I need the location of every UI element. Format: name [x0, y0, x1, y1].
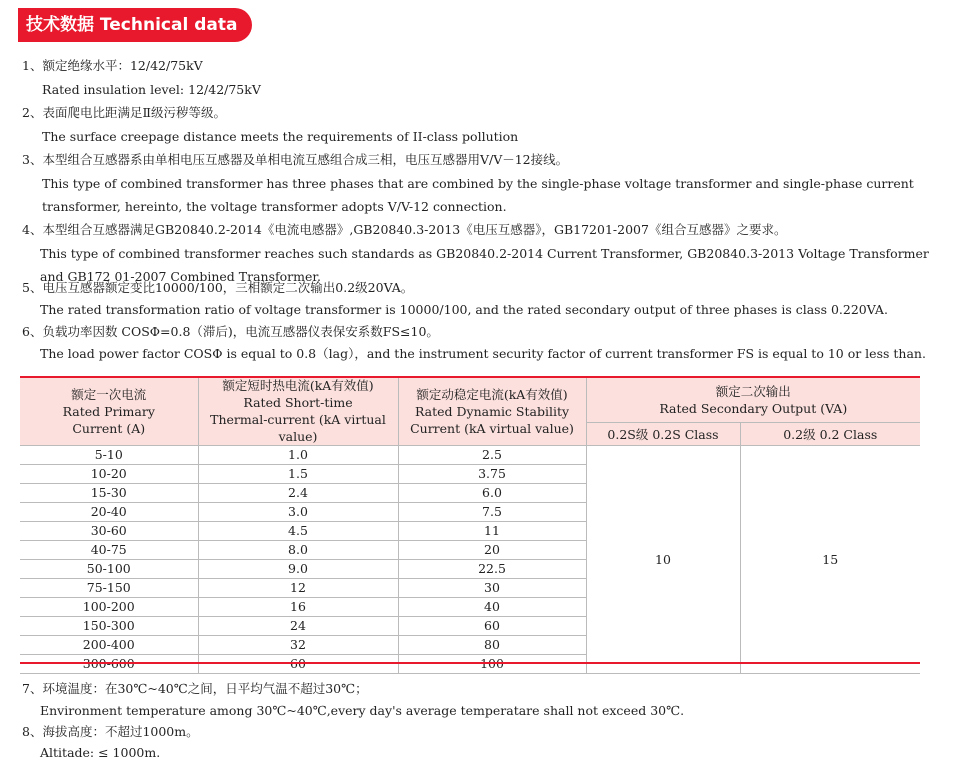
header-dynamic-current-en1: Rated Dynamic Stability	[414, 403, 570, 419]
item-5-cn: 5、电压互感器额定变比10000/100，三相额定二次输出0.2级20VA。	[22, 280, 414, 295]
header-primary-current-en1: Rated Primary	[62, 403, 155, 419]
cell-primary-current: 5-10	[20, 446, 198, 465]
item-3-en: This type of combined transformer has three phases that are combined by the single-phase voltage transformer and single-phase current transformer, hereinto, the voltage transformer adopts V/V-12 connection.	[42, 176, 914, 214]
header-class-02: 0.2级 0.2 Class	[740, 423, 920, 446]
cell-thermal-current: 4.5	[198, 522, 398, 541]
cell-primary-current: 15-30	[20, 484, 198, 503]
cell-thermal-current: 8.0	[198, 541, 398, 560]
header-dynamic-current	[398, 377, 586, 446]
technical-data-table	[20, 377, 920, 674]
item-7-en: Environment temperature among 30℃~40℃,every day's average temperatare shall not exceed 30℃.	[40, 703, 685, 718]
table-bottom-rule	[20, 662, 920, 664]
item-2-en: The surface creepage distance meets the requirements of II-class pollution	[42, 129, 519, 144]
item-7-cn: 7、环境温度：在30℃~40℃之间，日平均气温不超过30℃；	[22, 681, 368, 696]
cell-dynamic-current: 30	[398, 579, 586, 598]
cell-thermal-current: 1.5	[198, 465, 398, 484]
header-primary-current-cn: 额定一次电流	[71, 386, 147, 402]
header-primary-current	[20, 377, 198, 446]
header-secondary-output-en: Rated Secondary Output (VA)	[659, 400, 848, 416]
table-top-rule	[20, 376, 920, 378]
cell-dynamic-current: 80	[398, 636, 586, 655]
cell-primary-current: 50-100	[20, 560, 198, 579]
cell-output-02s: 10	[586, 446, 740, 674]
item-4-en: This type of combined transformer reaches such standards as GB20840.2-2014 Current Transformer, GB20840.3-2013 Voltage Transformer and GB172 01-2007 Combined Transformer.	[40, 246, 929, 284]
cell-primary-current: 20-40	[20, 503, 198, 522]
header-thermal-current-en1: Rated Short-time	[243, 395, 353, 410]
cell-primary-current	[20, 655, 198, 674]
cell-primary-current: 30-60	[20, 522, 198, 541]
cell-primary-current: 150-300	[20, 617, 198, 636]
table-row	[20, 446, 920, 465]
cell-dynamic-current: 3.75	[398, 465, 586, 484]
item-8-cn: 8、海拔高度：不超过1000m。	[22, 724, 199, 739]
cell-dynamic-current: 20	[398, 541, 586, 560]
item-6-en: The load power factor COSΦ is equal to 0.8（lag），and the instrument security factor of current transformer FS is equal to 10 or less than.	[40, 346, 926, 361]
item-6-cn: 6、负载功率因数 COSΦ=0.8（滞后)，电流互感器仪表保安系数FS≤10。	[22, 324, 439, 339]
cell-primary-current: 40-75	[20, 541, 198, 560]
section-title: 技术数据 Technical data	[18, 8, 252, 42]
cell-thermal-current: 12	[198, 579, 398, 598]
cell-thermal-current: 9.0	[198, 560, 398, 579]
item-2-cn: 2、表面爬电比距满足Ⅱ级污秽等级。	[22, 105, 226, 120]
header-primary-current-en2: Current (A)	[72, 420, 146, 436]
cell-primary-current: 200-400	[20, 636, 198, 655]
cell-dynamic-current: 11	[398, 522, 586, 541]
cell-dynamic-current: 60	[398, 617, 586, 636]
header-dynamic-current-en2: Current (kA virtual value)	[410, 420, 574, 436]
cell-output-02: 15	[740, 446, 920, 674]
cell-thermal-current: 3.0	[198, 503, 398, 522]
cell-dynamic-current: 6.0	[398, 484, 586, 503]
item-5-en: The rated transformation ratio of voltage transformer is 10000/100, and the rated secondary output of three phases is class 0.220VA.	[40, 302, 888, 317]
header-class-02s: 0.2S级 0.2S Class	[586, 423, 740, 446]
item-1-en: Rated insulation level: 12/42/75kV	[42, 82, 261, 97]
header-thermal-current-en2: Thermal-current (kA virtual value)	[210, 412, 386, 444]
item-1-cn: 1、额定绝缘水平：12/42/75kV	[22, 58, 203, 73]
item-4-cn: 4、本型组合互感器满足GB20840.2-2014《电流电感器》,GB20840.3-2013《电压互感器》，GB17201-2007《组合互感器》之要求。	[22, 222, 787, 237]
cell-thermal-current: 16	[198, 598, 398, 617]
cell-thermal-current: 24	[198, 617, 398, 636]
item-8-en: Altitade: ≤ 1000m.	[40, 745, 161, 760]
cell-dynamic-current: 40	[398, 598, 586, 617]
cell-primary-current: 10-20	[20, 465, 198, 484]
cell-dynamic-current: 22.5	[398, 560, 586, 579]
cell-dynamic-current: 2.5	[398, 446, 586, 465]
header-secondary-output	[586, 377, 920, 423]
cell-thermal-current: 2.4	[198, 484, 398, 503]
cell-dynamic-current: 7.5	[398, 503, 586, 522]
cell-primary-current: 100-200	[20, 598, 198, 617]
cell-dynamic-current	[398, 655, 586, 674]
cell-primary-current: 75-150	[20, 579, 198, 598]
header-thermal-current-cn: 额定短时热电流(kA有效值)	[222, 378, 374, 393]
header-dynamic-current-cn: 额定动稳定电流(kA有效值)	[416, 386, 568, 402]
item-3-cn: 3、本型组合互感器系由单相电压互感器及单相电流互感组合成三相，电压互感器用V/V－12接线。	[22, 152, 569, 167]
cell-thermal-current: 32	[198, 636, 398, 655]
header-thermal-current	[198, 377, 398, 446]
header-secondary-output-cn: 额定二次输出	[715, 383, 791, 399]
cell-thermal-current	[198, 655, 398, 674]
cell-thermal-current: 1.0	[198, 446, 398, 465]
